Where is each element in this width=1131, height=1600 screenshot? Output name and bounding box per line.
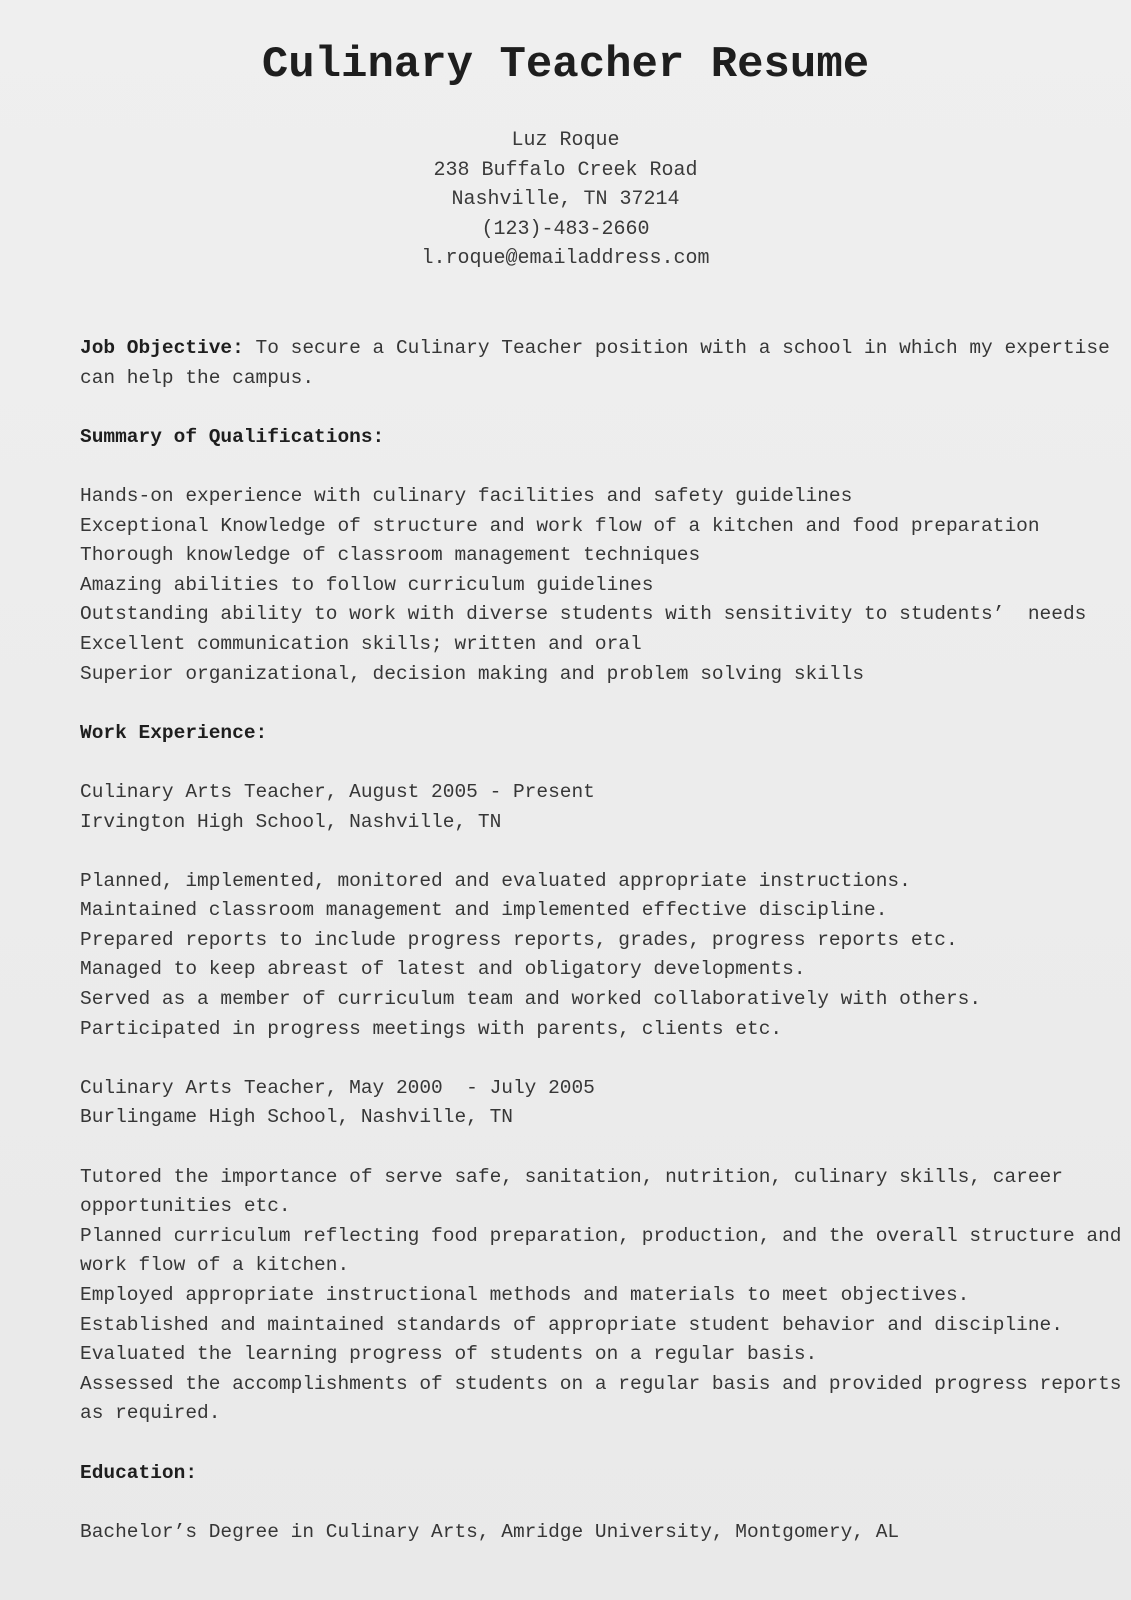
contact-name: Luz Roque: [511, 129, 620, 152]
job-employer: Irvington High School, Nashville, TN: [80, 810, 502, 833]
education-heading: Education:: [80, 1461, 198, 1484]
summary-item: Superior organizational, decision making and problem solving skills: [80, 662, 865, 685]
job-duty: Planned, implemented, monitored and evaluated appropriate instructions.: [80, 869, 911, 892]
objective-line-1: [80, 334, 1110, 364]
summary-item: Outstanding ability to work with diverse students with sensitivity to students’ needs: [80, 603, 1087, 626]
job-duty: Prepared reports to include progress reports, grades, progress reports etc.: [80, 928, 958, 951]
job-title: Culinary Arts Teacher, August 2005 - Present: [80, 780, 595, 803]
job-employer: Burlingame High School, Nashville, TN: [80, 1106, 513, 1129]
experience-heading: Work Experience:: [80, 721, 268, 744]
job-duty: opportunities etc.: [80, 1195, 291, 1218]
job-duty: as required.: [80, 1402, 221, 1425]
job-duty: Managed to keep abreast of latest and obligatory developments.: [80, 958, 806, 981]
objective-text-1: To secure a Culinary Teacher position with a school in which my expertise: [243, 337, 1110, 359]
resume-body: [80, 334, 1122, 1547]
summary-item: Hands-on experience with culinary facilities and safety guidelines: [80, 484, 853, 507]
job-duty: Planned curriculum reflecting food preparation, production, and the overall structure and: [80, 1224, 1122, 1247]
objective-text-2: can help the campus.: [80, 366, 315, 389]
summary-item: Exceptional Knowledge of structure and work flow of a kitchen and food preparation: [80, 514, 1040, 537]
job-duty: Evaluated the learning progress of students on a regular basis.: [80, 1343, 818, 1366]
summary-item: Amazing abilities to follow curriculum guidelines: [80, 573, 654, 596]
contact-phone: (123)-483-2660: [481, 217, 650, 241]
objective-label: Job Objective:: [80, 337, 244, 359]
education-degree: Bachelor’s Degree in Culinary Arts, Amridge University, Montgomery, AL: [80, 1520, 900, 1543]
summary-item: Thorough knowledge of classroom management techniques: [80, 544, 701, 567]
job-title: Culinary Arts Teacher, May 2000 - July 2005: [80, 1076, 595, 1099]
job-duty: Participated in progress meetings with parents, clients etc.: [80, 1017, 783, 1040]
job-duty: Maintained classroom management and implemented effective discipline.: [80, 899, 888, 922]
summary-item: Excellent communication skills; written and oral: [80, 632, 642, 655]
job-duty: Established and maintained standards of appropriate student behavior and discipline.: [80, 1313, 1063, 1336]
contact-city: Nashville, TN 37214: [451, 188, 680, 211]
job-duty: Assessed the accomplishments of students on a regular basis and provided progress reports: [80, 1372, 1122, 1395]
page-title: Culinary Teacher Resume: [261, 40, 870, 90]
job-duty: Tutored the importance of serve safe, sanitation, nutrition, culinary skills, career: [80, 1165, 1063, 1188]
contact-street: 238 Buffalo Creek Road: [433, 158, 698, 182]
job-duty: Employed appropriate instructional methods and materials to meet objectives.: [80, 1284, 970, 1306]
summary-heading: Summary of Qualifications:: [80, 425, 385, 448]
job-duty: Served as a member of curriculum team and worked collaboratively with others.: [80, 988, 982, 1011]
contact-email: l.roque@emailaddress.com: [421, 247, 710, 270]
job-duty: work flow of a kitchen.: [80, 1254, 350, 1277]
contact-block: [0, 126, 1131, 274]
